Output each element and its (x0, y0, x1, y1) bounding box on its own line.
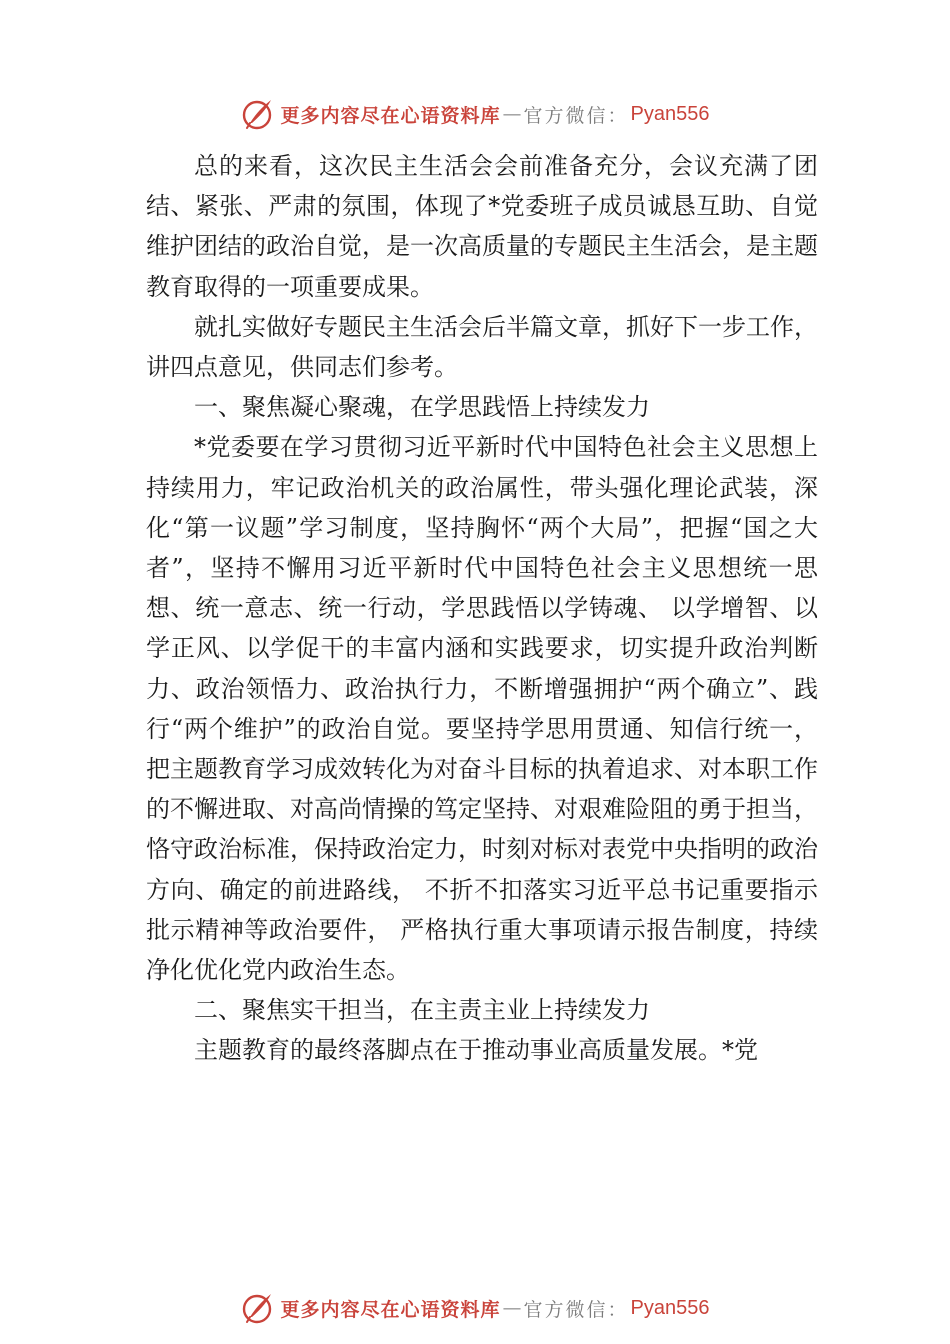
banner-account: Pyan556 (630, 1296, 710, 1319)
paragraph: 总的来看，这次民主生活会会前准备充分，会议充满了团结、紧张、严肃的氛围，体现了*党委班子成员诚恳互助、自觉维护团结的政治自觉，是一次高质量的专题民主生活会，是主题教育取得的一项重要成果。 (146, 152, 818, 301)
banner-title: 更多内容尽在心语资料库 (280, 104, 501, 127)
paragraph: *党委要在学习贯彻习近平新时代中国特色社会主义思想上持续用力，牢记政治机关的政治属性，带头强化理论武装，深化“第一议题”学习制度，坚持胸怀“两个大局”，把握“国之大者”，坚持不懈用习近平新时代中国特色社会主义思想统一思想、统一意志、统一行动，学思践悟以学铸魂、 以学增智、以学正风、以学促干的丰富内涵和实践要求，切实提升政治判断力、政治领悟力、政治执行力，不断增强拥护“两个确立”、践行“两个维护”的政治自觉。要坚持学思用贯通、知信行统一，把主题教育学习成效转化为对奋斗目标的执着追求、对本职工作的不懈进取、对高尚情操的笃定坚持、对艰难险阻的勇于担当，恪守政治标准，保持政治定力，时刻对标对表党中央指明的政治方向、确定的前进路线， 不折不扣落实习近平总书记重要指示批示精神等政治要件， 严格执行重大事项请示报告制度，持续净化优化党内政治生态。 (146, 433, 818, 985)
quill-logo-icon (241, 1291, 275, 1325)
paragraph: 就扎实做好专题民主生活会后半篇文章，抓好下一步工作，讲四点意见，供同志们参考。 (146, 312, 818, 382)
banner-label: 官方微信： (523, 104, 629, 127)
banner-account: Pyan556 (630, 102, 710, 125)
banner-separator: — (502, 1297, 522, 1319)
section-heading: 一、聚焦凝心聚魂，在学思践悟上持续发力 (194, 393, 650, 422)
section-heading: 二、聚焦实干担当，在主责主业上持续发力 (194, 996, 650, 1025)
quill-logo-icon (241, 97, 275, 131)
document-body (146, 146, 818, 1071)
paragraph: 主题教育的最终落脚点在于推动事业高质量发展。*党 (194, 1036, 758, 1065)
banner-label: 官方微信： (523, 1298, 629, 1321)
footer-banner (0, 1288, 950, 1328)
banner-title: 更多内容尽在心语资料库 (280, 1298, 501, 1321)
banner-separator: — (502, 103, 522, 125)
header-banner (0, 94, 950, 134)
